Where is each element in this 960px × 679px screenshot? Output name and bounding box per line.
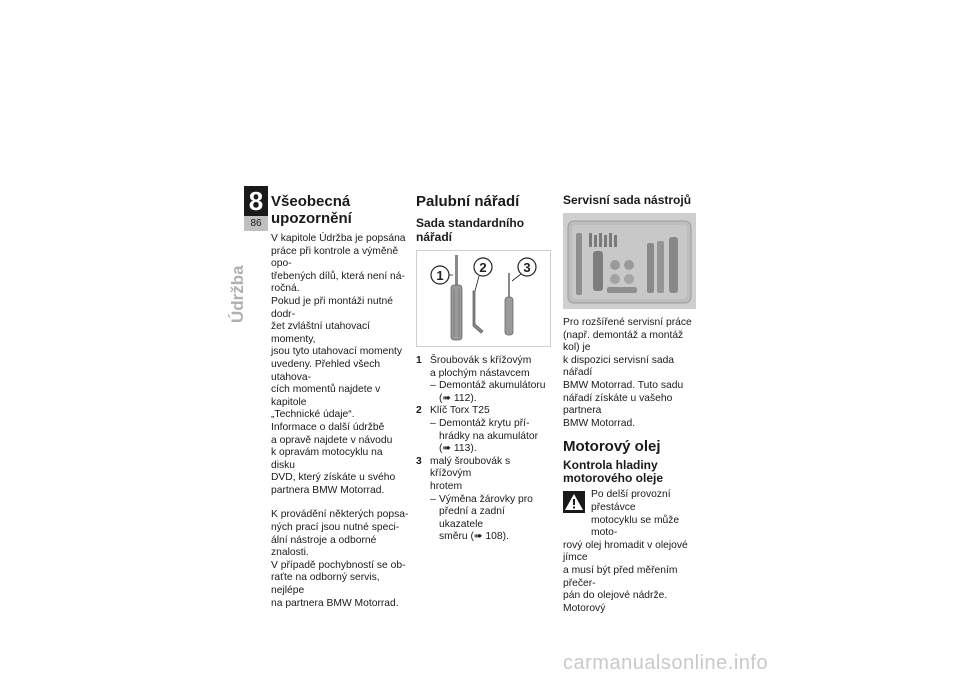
chapter-number: 8 — [244, 186, 268, 216]
dash: – — [430, 417, 436, 429]
dash: – — [430, 380, 436, 392]
text-line: BMW Motorrad. Tuto sadu — [563, 379, 684, 391]
text-line: k dispozici servisní sada nářadí — [563, 354, 675, 379]
text-line: žet zvláštní utahovací momenty, — [271, 321, 371, 345]
toolkit-illustration — [417, 251, 550, 346]
text-line: ročná. — [271, 283, 300, 295]
general-notes-paragraph-2 — [271, 509, 409, 610]
text-line: raťte na odborný servis, nejlépe — [271, 572, 380, 597]
text-line: práce při kontrole a výměně opo- — [271, 245, 399, 270]
text-line: hrádky na akumulátor — [439, 430, 539, 442]
text-line: a musí být před měřením přečer- — [563, 564, 678, 589]
list-item — [416, 405, 551, 455]
chapter-marker — [244, 186, 268, 231]
sub-item — [430, 494, 551, 544]
page-reference: směru (➠ 108). — [439, 531, 509, 543]
text-line: partnera BMW Motorrad. — [271, 484, 385, 496]
onboard-tools-column — [416, 193, 551, 544]
general-notes-title: Všeobecná upozornění — [271, 193, 352, 227]
callout-label: 1 — [436, 268, 444, 283]
toolkit-figure — [416, 250, 551, 347]
item-number: 1 — [416, 355, 422, 366]
sub-item — [430, 380, 551, 405]
item-number: 2 — [416, 405, 422, 417]
text-line: a opravě najdete v návodu — [271, 434, 393, 446]
text-line: K provádění některých popsa- — [271, 509, 409, 521]
text-line: Pokud je při montáži nutné dodr- — [271, 295, 393, 320]
text-line: Šroubovák s křížovým — [430, 355, 532, 366]
text-line: rový olej hromadit v olejové jímce — [563, 539, 688, 564]
warning-block — [563, 489, 701, 615]
service-kit-figure — [563, 213, 696, 309]
text-line: třebených dílů, která není ná- — [271, 270, 405, 282]
text-line: ální nástroje a odborné znalosti. — [271, 534, 377, 559]
text-line: přední a zadní ukazatele — [439, 506, 505, 530]
sub-item — [430, 418, 551, 456]
text-line: V kapitole Údržba je popsána — [271, 233, 406, 244]
watermark: carmanualsonline.info — [563, 652, 769, 674]
page-reference: (➠ 112). — [439, 392, 477, 404]
text-line: k opravám motocyklu na disku — [271, 447, 383, 471]
text-line: nářadí získáte u vašeho partnera — [563, 392, 673, 417]
general-notes-paragraph-1 — [271, 233, 409, 497]
item-number: 3 — [416, 455, 422, 467]
callout-label: 3 — [523, 260, 531, 275]
text-line: Informace o další údržbě — [271, 421, 385, 433]
text-line: (např. demontáž a montáž kol) je — [563, 329, 684, 354]
oil-level-subtitle — [563, 459, 701, 485]
text-line: Kontrola hladiny — [563, 458, 658, 473]
text-line: pán do olejové nádrže. Motorový — [563, 590, 668, 614]
engine-oil-title: Motorový olej — [563, 438, 661, 456]
text-line: Výměna žárovky pro — [439, 493, 533, 505]
text-line: jsou tyto utahovací momenty — [271, 346, 403, 358]
text-line: cích momentů najdete v kapitole — [271, 384, 381, 408]
list-item — [416, 355, 551, 405]
text-line: hrotem — [430, 480, 463, 492]
text-line: Klíč Torx T25 — [430, 405, 490, 417]
text-line: na partnera BMW Motorrad. — [271, 597, 399, 609]
standard-toolkit-subtitle: Sada standardního nářadí — [416, 216, 525, 244]
text-line: Pro rozšířené servisní práce — [563, 317, 692, 328]
text-line: a plochým nástavcem — [430, 367, 530, 379]
text-line: malý šroubovák s křížovým — [430, 455, 511, 480]
service-kit-paragraph — [563, 317, 701, 430]
page-reference: (➠ 113). — [439, 443, 477, 455]
page-number: 86 — [244, 216, 268, 231]
list-item — [416, 456, 551, 544]
text-line: motocyklu se může moto- — [591, 514, 680, 539]
service-kit-photo — [563, 213, 696, 309]
service-kit-title: Servisní sada nástrojů — [563, 193, 692, 207]
dash: – — [430, 493, 436, 505]
text-line: Demontáž krytu pří- — [439, 417, 530, 429]
general-notes-column — [271, 193, 409, 610]
text-line: motorového oleje — [563, 471, 664, 486]
text-line: uvedeny. Přehled všech utahova- — [271, 358, 381, 383]
warning-triangle-icon — [563, 491, 585, 513]
section-label: Údržba — [228, 265, 247, 323]
text-line: V případě pochybností se ob- — [271, 559, 406, 571]
onboard-tools-title: Palubní nářadí — [416, 193, 520, 210]
service-kit-column — [563, 193, 701, 615]
text-line: „Technické údaje“. — [271, 409, 355, 421]
tool-list — [416, 355, 551, 544]
text-line: DVD, který získáte u svého — [271, 472, 396, 484]
text-line: Demontáž akumulátoru — [439, 380, 546, 392]
text-line: BMW Motorrad. — [563, 417, 636, 429]
callout-label: 2 — [479, 260, 487, 275]
text-line: ných prací jsou nutné speci- — [271, 522, 400, 534]
text-line: Po delší provozní přestávce — [591, 489, 671, 513]
